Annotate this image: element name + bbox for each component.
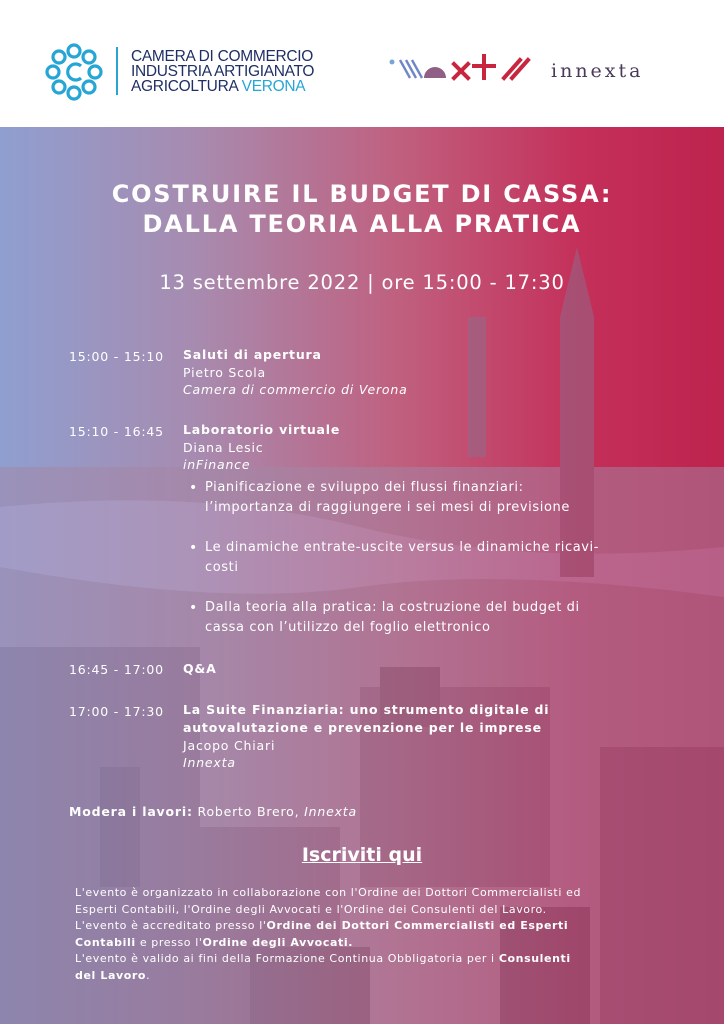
cc-line-2: INDUSTRIA ARTIGIANATO: [131, 63, 315, 80]
bullet-line-2: costi: [205, 560, 239, 575]
agenda-org: Innexta: [183, 755, 236, 770]
innexta-mark-logo: [388, 52, 538, 88]
bullet-line-1: Le dinamiche entrate-uscite versus le dinamiche ricavi-: [205, 540, 600, 555]
cc-line-3: [131, 79, 314, 94]
agenda-title: Q&A: [183, 661, 217, 676]
footer-bold: del Lavoro: [75, 968, 147, 982]
moderator-line: [69, 803, 357, 820]
agenda-item: [183, 701, 549, 771]
footer-bold: Consulenti: [498, 952, 571, 965]
bullet-dot-icon: •: [189, 540, 198, 556]
event-title-line-2: DALLA TEORIA ALLA PRATICA: [142, 210, 582, 238]
logo-divider: [116, 47, 118, 95]
bullet-line-2: cassa con l’utilizzo del foglio elettronico: [205, 620, 491, 635]
footer-bold: Contabili: [75, 935, 136, 949]
agenda-speaker: Diana Lesic: [183, 440, 264, 455]
bullet-line-1: Pianificazione e sviluppo dei flussi finanziari:: [205, 480, 524, 495]
event-title-line-1: COSTRUIRE IL BUDGET DI CASSA:: [111, 180, 613, 208]
cc-line-1: CAMERA DI COMMERCIO: [131, 48, 314, 65]
agenda-time: 15:00 - 15:10: [69, 349, 164, 364]
footer-line: [75, 935, 655, 952]
agenda-time: 17:00 - 17:30: [69, 704, 164, 719]
footer-line: [75, 951, 655, 968]
agenda-item: [183, 346, 408, 398]
footer-text: .: [146, 968, 151, 982]
agenda-org: inFinance: [183, 457, 251, 472]
agenda-speaker: Jacopo Chiari: [183, 738, 276, 753]
footer-bold: Ordine degli Avvocati.: [202, 935, 353, 949]
agenda-time: 15:10 - 16:45: [69, 424, 164, 439]
moderator-label: Modera i lavori:: [69, 804, 193, 819]
agenda-title: Saluti di apertura: [183, 347, 322, 362]
camera-commercio-name: [131, 49, 314, 94]
footer-line: L'evento è organizzato in collaborazione con l'Ordine dei Dottori Commercialisti ed: [75, 886, 582, 899]
agenda-title: Laboratorio virtuale: [183, 422, 341, 437]
bullet-item: [189, 598, 580, 638]
agenda-speaker: Pietro Scola: [183, 365, 267, 380]
bullet-dot-icon: •: [189, 600, 198, 616]
footer-line: [75, 968, 655, 985]
agenda-org: Camera di commercio di Verona: [183, 382, 408, 397]
moderator-org: Innexta: [304, 804, 357, 819]
agenda-item: [183, 421, 340, 473]
innexta-wordmark: innexta: [551, 60, 644, 82]
signup-link[interactable]: Iscriviti qui: [301, 844, 423, 866]
agenda-title-line-2: autovalutazione e prevenzione per le imprese: [183, 720, 542, 735]
agenda-title-line-1: La Suite Finanziaria: uno strumento digitale di: [183, 702, 550, 717]
footer-line: Esperti Contabili, l'Ordine degli Avvocati e l'Ordine dei Consulenti del Lavoro.: [75, 902, 547, 916]
bullet-line-2: l’importanza di raggiungere i sei mesi di previsione: [205, 500, 570, 515]
agenda-time: 16:45 - 17:00: [69, 662, 164, 677]
footer-line: [75, 918, 655, 935]
moderator-name: Roberto Brero,: [192, 804, 305, 819]
camera-commercio-logo: [45, 43, 103, 101]
footer-text: L'evento è valido ai fini della Formazione Continua Obbligatoria per i: [75, 952, 499, 965]
bullet-item: [189, 538, 600, 578]
footer-text: e presso l': [135, 935, 203, 949]
event-title: [0, 179, 724, 239]
footer-notes: [75, 885, 655, 984]
event-datetime: 13 settembre 2022 | ore 15:00 - 17:30: [159, 271, 565, 294]
footer-bold: Ordine dei Dottori Commercialisti ed Esperti: [266, 919, 569, 932]
cc-line-3-verona: VERONA: [241, 78, 306, 95]
bullet-dot-icon: •: [189, 480, 198, 496]
footer-text: L'evento è accreditato presso l': [75, 919, 267, 932]
header-bar: [0, 0, 724, 127]
bullet-item: [189, 478, 570, 518]
bullet-line-1: Dalla teoria alla pratica: la costruzione del budget di: [205, 600, 580, 615]
cc-line-3-a: AGRICOLTURA: [131, 78, 242, 95]
